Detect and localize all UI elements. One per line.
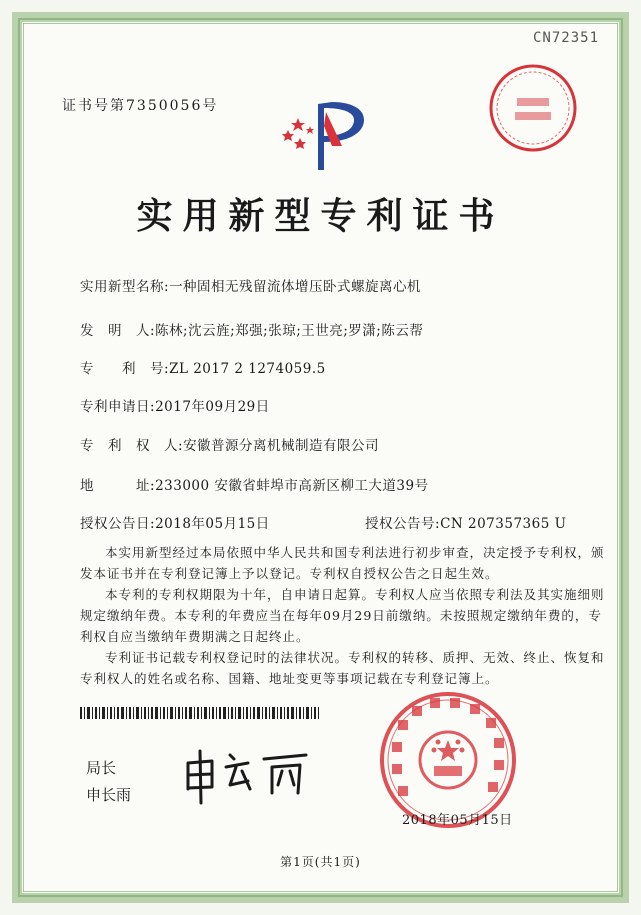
certificate-number: 证书号第7350056号 bbox=[62, 98, 219, 114]
page-footer: 第1页(共1页) bbox=[280, 855, 361, 869]
certificate-body bbox=[80, 542, 605, 689]
barcode bbox=[80, 707, 320, 719]
field-address: 地 址:233000 安徽省蚌埠市高新区柳工大道39号 bbox=[80, 478, 429, 494]
page-title: 实用新型专利证书 bbox=[136, 195, 505, 237]
field-patentee: 专 利 权 人:安徽普源分离机械制造有限公司 bbox=[80, 438, 380, 454]
field-patent-number: 专 利 号:ZL 2017 2 1274059.5 bbox=[80, 361, 326, 377]
field-inventors: 发 明 人:陈林;沈云旌;郑强;张琼;王世亮;罗潇;陈云帮 bbox=[80, 323, 424, 339]
body-paragraph: 专利证书记载专利权登记时的法律状况。专利权的转移、质押、无效、终止、恢复和专利权人的姓名或名称、国籍、地址变更等事项记载在专利登记簿上。 bbox=[80, 650, 605, 686]
seal-date: 2018年05月15日 bbox=[402, 813, 513, 828]
field-grant-date: 授权公告日:2018年05月15日 bbox=[80, 516, 270, 532]
signatory-name: 申长雨 bbox=[86, 786, 132, 804]
handwritten-signature bbox=[178, 745, 318, 805]
signatory-title: 局长 bbox=[86, 759, 117, 777]
seal-emblem-stars bbox=[432, 740, 465, 762]
cnipa-logo bbox=[280, 96, 370, 178]
field-grant-number: 授权公告号:CN 207357365 U bbox=[365, 516, 567, 532]
body-paragraph: 本实用新型经过本局依照中华人民共和国专利法进行初步审查，决定授予专利权，颁发本证书并在专利登记簿上予以登记。专利权自授权公告之日起生效。 bbox=[80, 545, 605, 581]
body-paragraph: 本专利的专利权期限为十年，自申请日起算。专利权人应当依照专利法及其实施细则规定缴纳年费。本专利的年费应当在每年09月29日前缴纳。未按照规定缴纳年费的，专利权自应当缴纳年费期满之日起终止。 bbox=[80, 587, 605, 644]
field-application-date: 专利申请日:2017年09月29日 bbox=[80, 399, 270, 415]
logo-stars bbox=[282, 118, 314, 149]
field-utility-name: 实用新型名称:一种固相无残留流体增压卧式螺旋离心机 bbox=[80, 279, 422, 295]
handwritten-note: CN72351 bbox=[533, 30, 600, 46]
agency-seal bbox=[487, 62, 579, 154]
